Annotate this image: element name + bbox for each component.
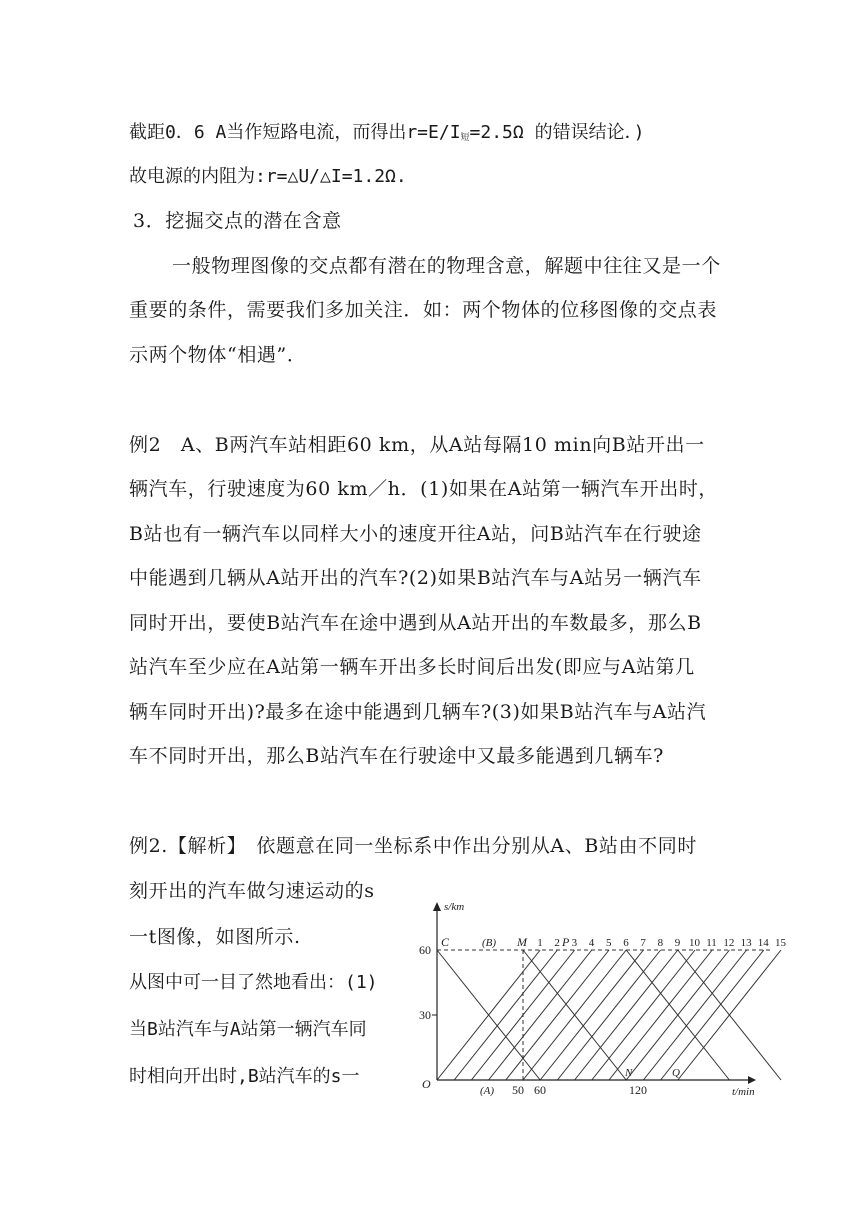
a-car-line-10 — [592, 950, 695, 1080]
text-line-1-end: =2.5Ω 的错误结论．) — [469, 122, 645, 143]
point-label-n: N — [625, 1067, 633, 1079]
point-label-m: M — [517, 935, 527, 949]
text-line-16: 刻开出的汽车做匀速运动的s — [129, 880, 375, 902]
line-number-6: 6 — [623, 937, 629, 949]
a-car-line-9 — [575, 950, 678, 1080]
x-tick-label-60: 60 — [534, 1083, 546, 1097]
line-number-8: 8 — [657, 937, 664, 949]
line-number-4: 4 — [588, 937, 595, 949]
line-number-2: 2 — [554, 937, 560, 949]
line-number-15: 15 — [775, 937, 786, 949]
text-line-9: B站也有一辆汽车以同样大小的速度开往A站，问B站汽车在行驶途 — [129, 523, 702, 545]
y-axis-label: s/km — [444, 901, 465, 913]
text-line-13: 辆车同时开出)?最多在途中能遇到几辆车?(3)如果B站汽车与A站汽 — [129, 701, 707, 723]
a-car-line-2 — [454, 950, 557, 1080]
line-number-5: 5 — [606, 937, 612, 949]
a-car-line-8 — [557, 950, 660, 1080]
y-tick-label-60: 60 — [419, 943, 431, 957]
point-label-b: (B) — [482, 937, 497, 949]
point-label-p: P — [562, 935, 570, 949]
line-number-13: 13 — [740, 937, 752, 949]
a-car-line-14 — [661, 950, 764, 1080]
subscript-short: 短 — [460, 133, 470, 143]
a-car-line-5 — [506, 950, 609, 1080]
example-title: 例2 A、B两汽车站相距60 km，从A站每隔10 min向B站开出一 — [129, 434, 705, 456]
x-axis-arrow — [748, 1076, 756, 1084]
a-car-line-4 — [489, 950, 592, 1080]
point-label-q: Q — [672, 1067, 680, 1079]
graph-lines — [437, 950, 781, 1080]
section-heading: 3．挖掘交点的潜在含意 — [133, 210, 342, 232]
text-line-20: 时相向开出时,B站汽车的s一 — [129, 1066, 360, 1087]
text-line-1-main: 截距0．6 A当作短路电流，而得出r=E/I — [129, 122, 461, 143]
line-number-10: 10 — [689, 937, 700, 949]
x-tick-label-50: 50 — [512, 1083, 524, 1097]
text-line-10: 中能遇到几辆从A站开出的汽车?(2)如果B站汽车与A站另一辆汽车 — [129, 567, 702, 589]
line-number-7: 7 — [640, 937, 646, 949]
origin-label: O — [422, 1077, 431, 1091]
text-line-1 — [129, 118, 644, 144]
y-tick-label-30: 30 — [419, 1008, 431, 1022]
line-number-14: 14 — [757, 937, 769, 949]
text-line-2: 故电源的内阻为:r=△U/△I=1.2Ω. — [129, 166, 407, 187]
text-line-8: 辆汽车，行驶速度为60 km／h．(1)如果在A站第一辆汽车开出时， — [129, 478, 719, 500]
text-line-4: 一般物理图像的交点都有潜在的物理含意，解题中往往又是一个 — [172, 255, 721, 277]
x-axis-label: t/min — [732, 1086, 755, 1098]
text-line-18: 从图中可一目了然地看出：(1) — [129, 972, 378, 993]
line-number-labels — [537, 937, 786, 949]
line-number-3: 3 — [571, 937, 578, 949]
line-number-9: 9 — [674, 937, 681, 949]
line-number-12: 12 — [723, 937, 735, 949]
y-axis-arrow — [433, 902, 441, 911]
point-label-a: (A) — [480, 1085, 495, 1097]
text-line-14: 车不同时开出，那么B站汽车在行驶途中又最多能遇到几辆车? — [129, 745, 664, 767]
point-label-c: C — [441, 935, 450, 949]
text-line-19: 当B站汽车与A站第一辆汽车同 — [129, 1019, 367, 1040]
text-line-11: 同时开出，要使B站汽车在途中遇到从A站开出的车数最多，那么B — [129, 612, 702, 634]
text-line-17: 一t图像，如图所示. — [129, 926, 301, 948]
line-number-11: 11 — [706, 937, 717, 949]
text-line-5: 重要的条件，需要我们多加关注．如：两个物体的位移图像的交点表 — [129, 299, 718, 321]
s-t-graph — [410, 895, 786, 1110]
analysis-title: 例2.【解析】 依题意在同一坐标系中作出分别从A、B站由不同时 — [129, 835, 697, 857]
a-car-line-13 — [643, 950, 746, 1080]
a-car-line-11 — [609, 950, 712, 1080]
a-car-line-7 — [540, 950, 643, 1080]
line-number-1: 1 — [537, 937, 543, 949]
x-tick-label-120: 120 — [629, 1083, 647, 1097]
text-line-12: 站汽车至少应在A站第一辆车开出多长时间后出发(即应与A站第几 — [129, 656, 695, 678]
text-line-6: 示两个物体“相遇”． — [129, 344, 307, 366]
